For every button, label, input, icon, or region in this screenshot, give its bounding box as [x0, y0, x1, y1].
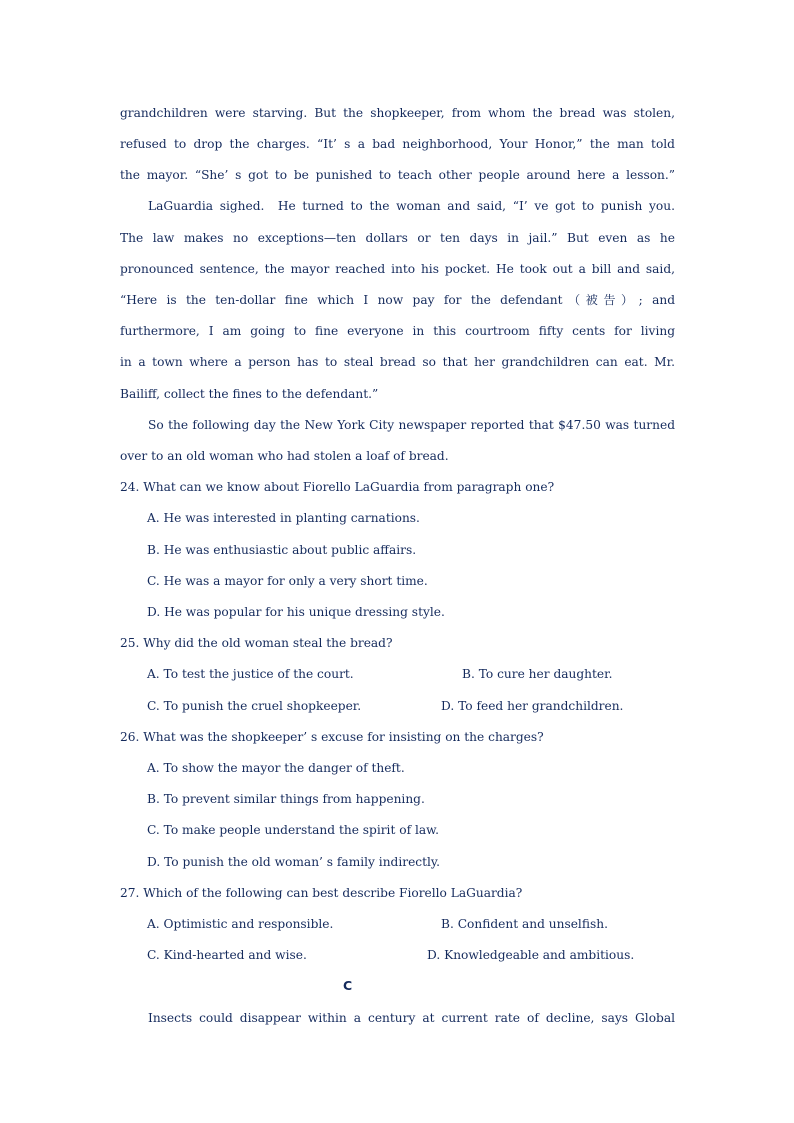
passage-line: in a town where a person has to steal bread so that her grandchildren can eat. Mr.	[120, 355, 675, 369]
passage-line: LaGuardia sighed. He turned to the woman and said, “I’ ve got to punish you.	[148, 199, 675, 213]
answer-option: A. To show the mayor the danger of theft.	[147, 761, 405, 775]
question-stem: 26. What was the shopkeeper’ s excuse for insisting on the charges?	[120, 730, 544, 744]
answer-option: D. To punish the old woman’ s family indirectly.	[147, 855, 441, 869]
answer-option: C. To make people understand the spirit of law.	[147, 823, 439, 837]
passage-line: “Here is the ten-dollar fine which I now pay for the defendant（被告）; and	[120, 293, 675, 307]
question-stem: 25. Why did the old woman steal the bread?	[120, 636, 393, 650]
passage-line: furthermore, I am going to fine everyone in this courtroom fifty cents for living	[120, 324, 675, 338]
answer-option: A. He was interested in planting carnations.	[147, 511, 420, 525]
passage-line: The law makes no exceptions—ten dollars or ten days in jail.” But even as he	[120, 231, 675, 245]
passage-line: over to an old woman who had stolen a loaf of bread.	[120, 449, 449, 463]
answer-option: B. To cure her daughter.	[462, 667, 613, 681]
answer-option: C. To punish the cruel shopkeeper.	[147, 699, 362, 713]
answer-option: D. To feed her grandchildren.	[441, 699, 624, 713]
answer-option: B. To prevent similar things from happening.	[147, 792, 425, 806]
question-stem: 24. What can we know about Fiorello LaGuardia from paragraph one?	[120, 480, 555, 494]
section-heading: C	[343, 978, 353, 993]
answer-option: A. Optimistic and responsible.	[147, 917, 334, 931]
passage-line: Bailiff, collect the fines to the defendant.”	[120, 387, 379, 401]
answer-option: B. He was enthusiastic about public affairs.	[147, 543, 417, 557]
passage-line: grandchildren were starving. But the shopkeeper, from whom the bread was stolen,	[120, 106, 675, 120]
passage-line: pronounced sentence, the mayor reached into his pocket. He took out a bill and said,	[120, 262, 675, 276]
answer-option: D. He was popular for his unique dressing style.	[147, 605, 445, 619]
answer-option: C. Kind-hearted and wise.	[147, 948, 307, 962]
passage-line: refused to drop the charges. “It’ s a bad neighborhood, Your Honor,” the man told	[120, 137, 675, 151]
passage-line: the mayor. “She’ s got to be punished to teach other people around here a lesson.”	[120, 168, 675, 182]
answer-option: C. He was a mayor for only a very short time.	[147, 574, 428, 588]
answer-option: D. Knowledgeable and ambitious.	[427, 948, 635, 962]
passage-line: So the following day the New York City newspaper reported that $47.50 was turned	[148, 418, 675, 432]
answer-option: B. Confident and unselfish.	[441, 917, 608, 931]
answer-option: A. To test the justice of the court.	[147, 667, 354, 681]
question-stem: 27. Which of the following can best describe Fiorello LaGuardia?	[120, 886, 523, 900]
passage-line: Insects could disappear within a century at current rate of decline, says Global	[148, 1011, 675, 1025]
